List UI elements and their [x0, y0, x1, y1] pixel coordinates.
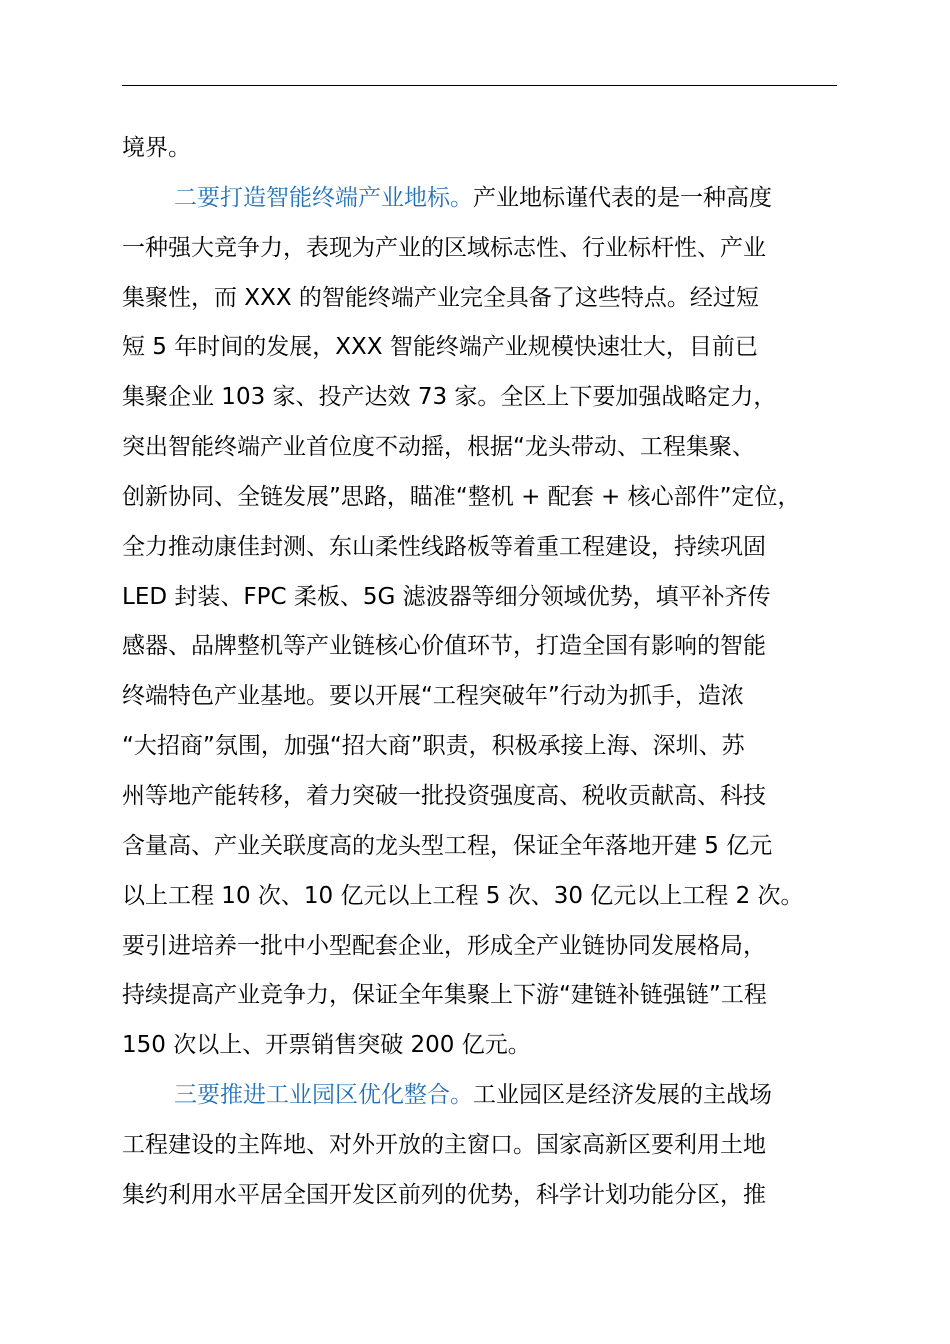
- text-line: 感器、品牌整机等产业链核心价值环节，打造全国有影响的智能: [122, 633, 766, 660]
- text-line: 创新协同、全链发展”思路，瞄准“整机 + 配套 + 核心部件”定位，: [122, 483, 801, 510]
- section-heading: 二要打造智能终端产业地标。: [174, 184, 473, 211]
- header-rule: [122, 85, 837, 86]
- text-line: 突出智能终端产业首位度不动摇，根据“龙头带动、工程集聚、: [122, 434, 755, 461]
- text-line: 以上工程 10 次、10 亿元以上工程 5 次、30 亿元以上工程 2 次。: [122, 882, 804, 909]
- text-line: 150 次以上、开票销售突破 200 亿元。: [122, 1032, 531, 1059]
- text-line: 州等地产能转移，着力突破一批投资强度高、税收贡献高、科技: [122, 782, 766, 809]
- section-heading-line: [122, 174, 837, 224]
- text-line: 持续提高产业竞争力，保证全年集聚上下游“建链补链强链”工程: [122, 982, 767, 1009]
- text-line: “大招商”氛围，加强“招大商”职责，积极承接上海、深圳、苏: [122, 733, 745, 760]
- text-line: 含量高、产业关联度高的龙头型工程，保证全年落地开建 5 亿元: [122, 832, 773, 859]
- section-heading: 三要推进工业园区优化整合。: [174, 1082, 473, 1109]
- text-line: 集约利用水平居全国开发区前列的优势，科学计划功能分区，推: [122, 1181, 766, 1208]
- text-line: 一种强大竞争力，表现为产业的区域标志性、行业标杆性、产业: [122, 234, 766, 261]
- text-run: 工业园区是经济发展的主战场: [473, 1082, 772, 1109]
- text-line: 集聚企业 103 家、投产达效 73 家。全区上下要加强战略定力，: [122, 384, 777, 411]
- text-line: LED 封装、FPC 柔板、5G 滤波器等细分领域优势，填平补齐传: [122, 583, 771, 610]
- text-line: 工程建设的主阵地、对外开放的主窗口。国家高新区要利用土地: [122, 1131, 766, 1158]
- text-line: 全力推动康佳封测、东山柔性线路板等着重工程建设，持续巩固: [122, 533, 766, 560]
- text-run: 产业地标谨代表的是一种高度: [473, 184, 772, 211]
- text-line: 终端特色产业基地。要以开展“工程突破年”行动为抓手，造浓: [122, 683, 744, 710]
- text-line: 短 5 年时间的发展，XXX 智能终端产业规模快速壮大，目前已: [122, 334, 758, 361]
- text-line: 要引进培养一批中小型配套企业，形成全产业链协同发展格局，: [122, 932, 766, 959]
- section-heading-line: [122, 1071, 837, 1121]
- text-line: 境界。: [122, 135, 191, 161]
- text-line: 集聚性，而 XXX 的智能终端产业完全具备了这些特点。经过短: [122, 284, 759, 311]
- body-text: [122, 124, 837, 1221]
